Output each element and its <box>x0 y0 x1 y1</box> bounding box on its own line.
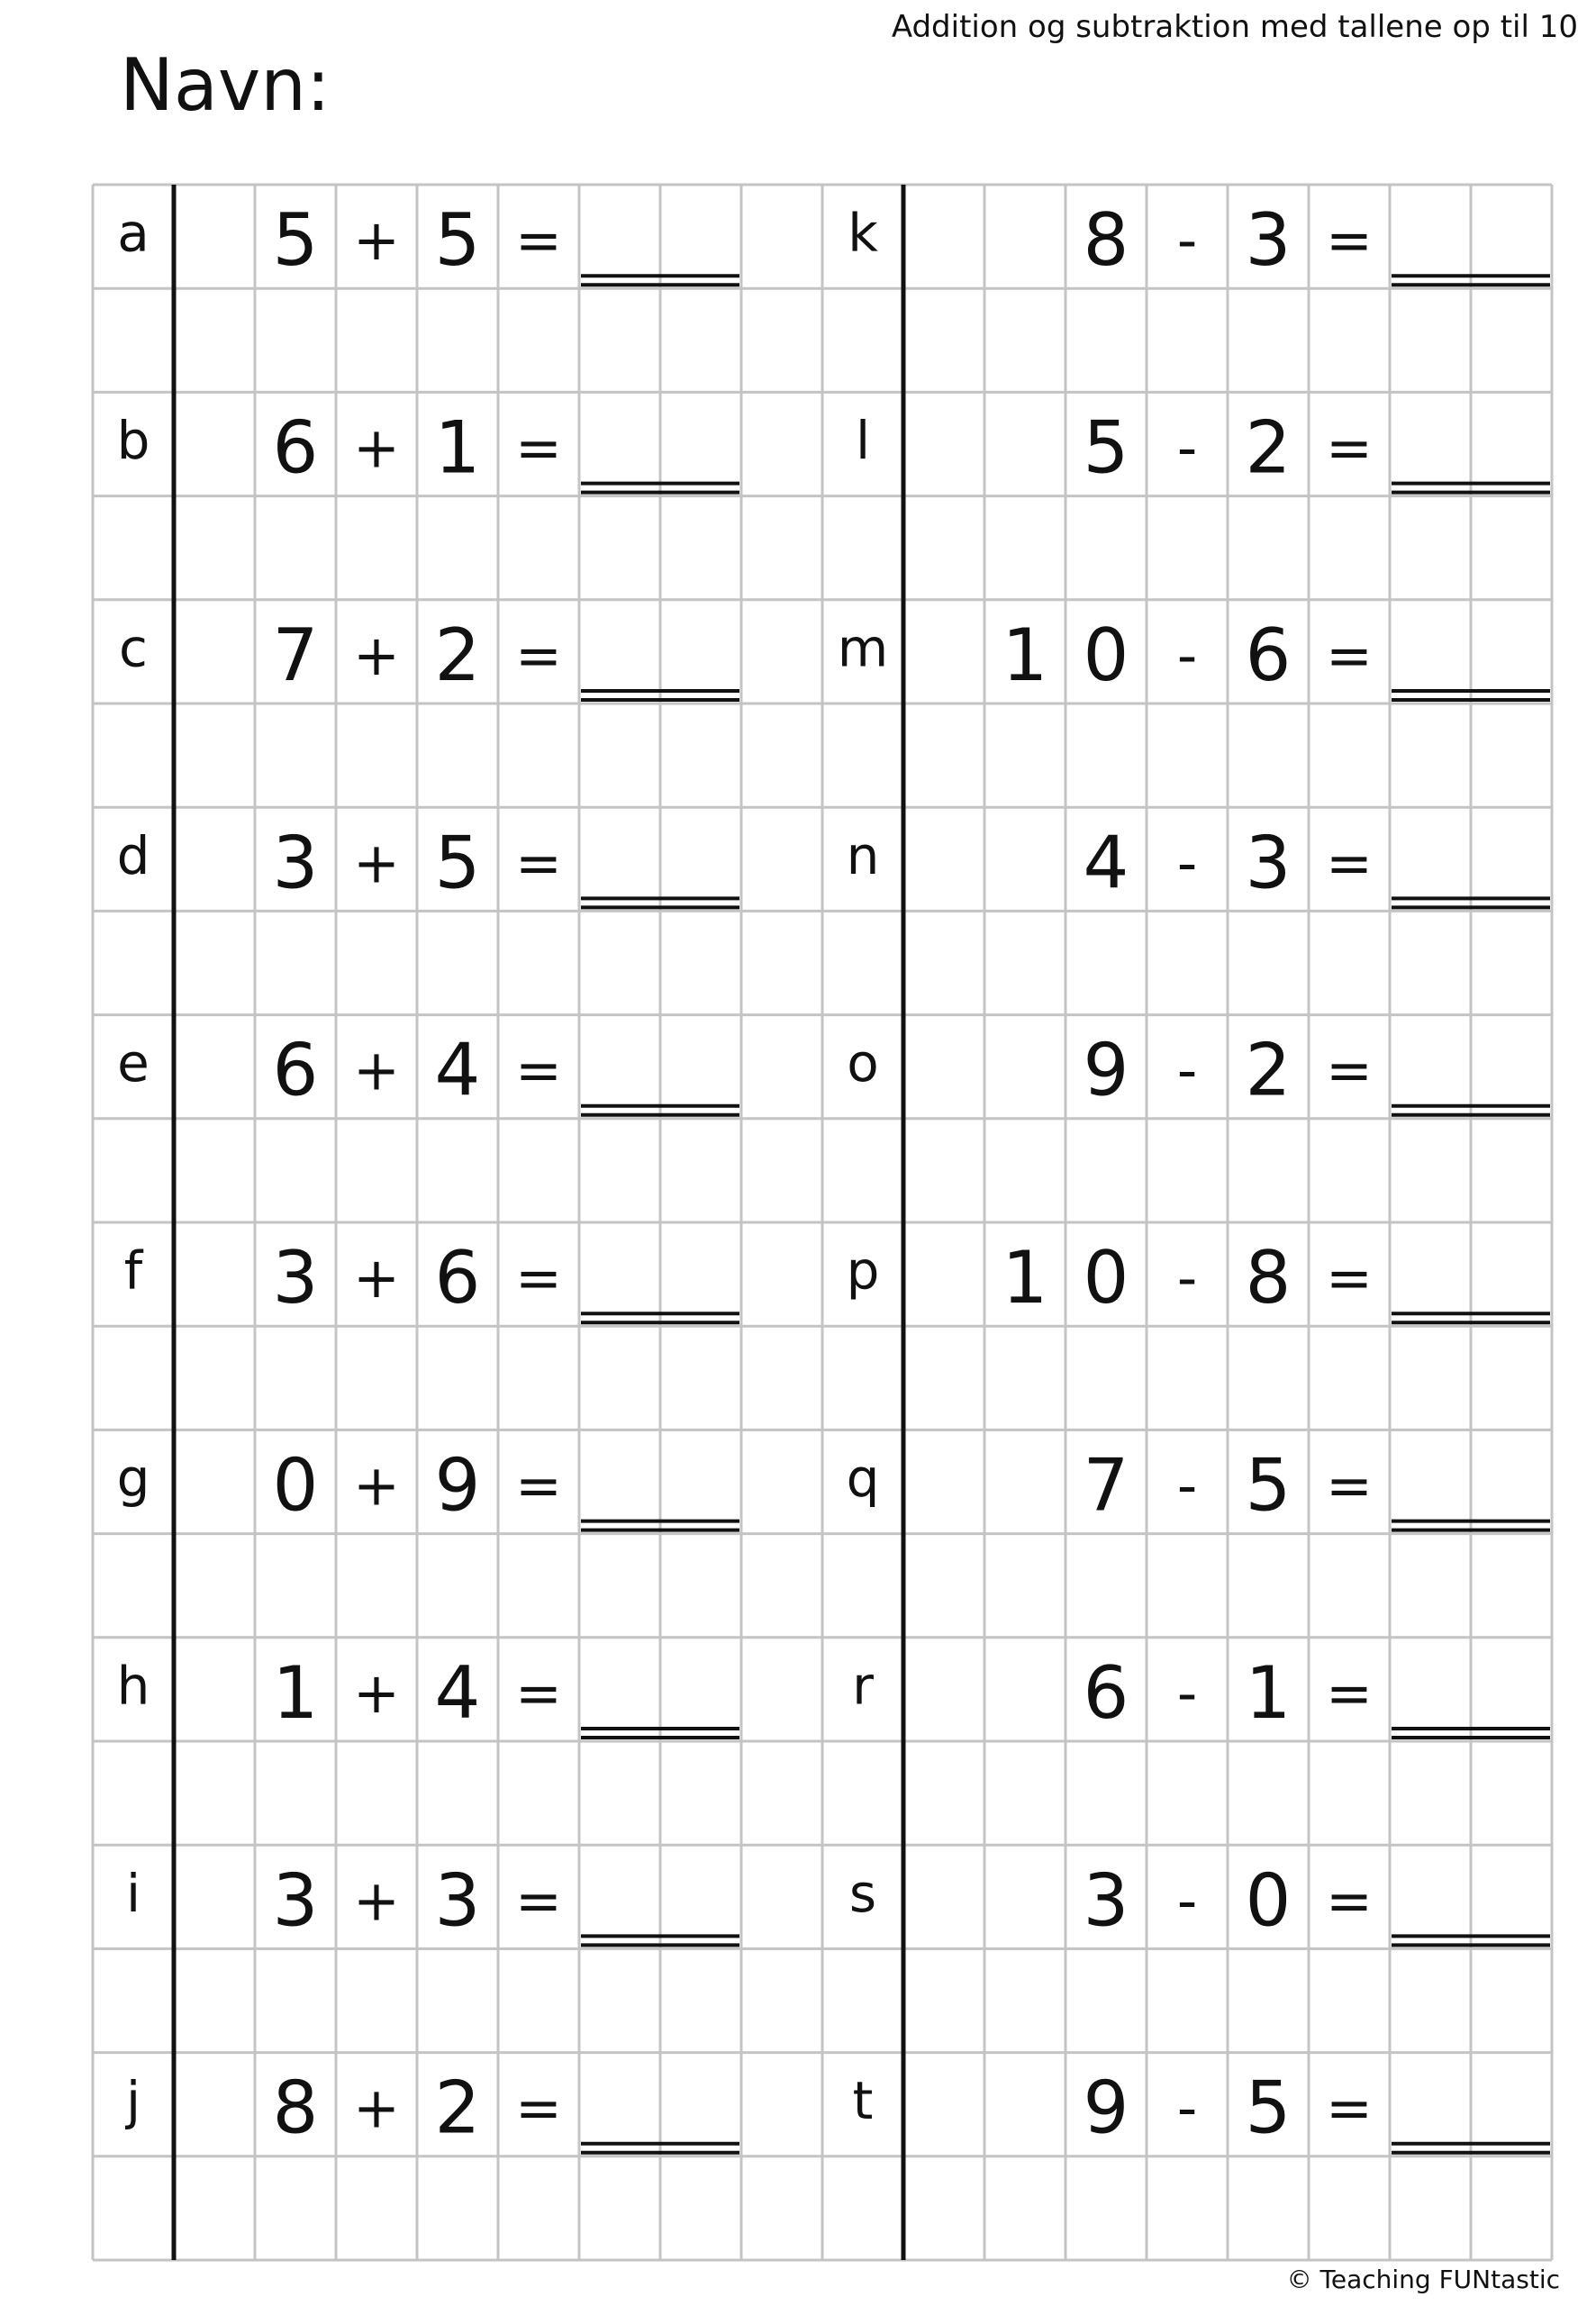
operand-a: 0 <box>1083 1236 1129 1321</box>
operator-sign: + <box>353 2074 400 2141</box>
equals-sign: = <box>515 1452 562 1519</box>
equals-sign: = <box>515 1659 562 1726</box>
problem-label-n: n <box>846 824 880 886</box>
problem-label-r: r <box>852 1655 874 1717</box>
problem-label-j: j <box>125 2070 141 2132</box>
operand-b: 5 <box>434 821 481 905</box>
operator-sign: - <box>1176 414 1198 481</box>
worksheet-title: Addition og subtraktion med tallene op til 10 <box>891 9 1578 45</box>
equals-sign: = <box>1326 1245 1373 1312</box>
equals-sign: = <box>515 207 562 274</box>
problem-label-l: l <box>855 410 871 471</box>
problem-label-i: i <box>125 1862 141 1924</box>
operand-a: 9 <box>1083 1028 1129 1112</box>
operand-b: 2 <box>434 613 481 697</box>
operand-b: 5 <box>434 198 481 283</box>
operand-b: 2 <box>1245 405 1292 490</box>
operator-sign: + <box>353 414 400 481</box>
equals-sign: = <box>1326 1659 1373 1726</box>
operator-sign: + <box>353 622 400 688</box>
problem-label-b: b <box>116 410 150 471</box>
operand-b: 3 <box>1245 198 1292 283</box>
operand-b: 4 <box>434 1650 481 1735</box>
operand-a: 3 <box>272 821 319 905</box>
equals-sign: = <box>1326 1452 1373 1519</box>
operand-a: 7 <box>272 613 319 697</box>
operator-sign: - <box>1176 1245 1198 1312</box>
equals-sign: = <box>515 1867 562 1934</box>
operand-b: 3 <box>434 1858 481 1943</box>
equals-sign: = <box>515 2074 562 2141</box>
operator-sign: + <box>353 1867 400 1934</box>
equals-sign: = <box>1326 207 1373 274</box>
operator-sign: + <box>353 830 400 896</box>
operand-b: 2 <box>434 2065 481 2150</box>
equals-sign: = <box>1326 2074 1373 2141</box>
equals-sign: = <box>1326 622 1373 688</box>
operand-a: 3 <box>272 1236 319 1321</box>
operator-sign: - <box>1176 1867 1198 1934</box>
footer-credit: © Teaching FUNtastic <box>1286 2265 1560 2294</box>
operator-sign: + <box>353 207 400 274</box>
operator-sign: - <box>1176 1452 1198 1519</box>
operand-b: 8 <box>1245 1236 1292 1321</box>
operand-a: 6 <box>272 405 319 490</box>
equals-sign: = <box>515 414 562 481</box>
operand-a: 1 <box>272 1650 319 1735</box>
equals-sign: = <box>515 1037 562 1103</box>
equals-sign: = <box>515 830 562 896</box>
operand-b: 2 <box>1245 1028 1292 1112</box>
operator-sign: - <box>1176 830 1198 896</box>
operand-b: 9 <box>434 1443 481 1528</box>
problem-label-q: q <box>846 1448 880 1509</box>
operand-a: 6 <box>1083 1650 1129 1735</box>
operand-a: 3 <box>1083 1858 1129 1943</box>
operand-b: 0 <box>1245 1858 1292 1943</box>
problem-label-p: p <box>846 1239 880 1302</box>
operand-a: 8 <box>272 2065 319 2150</box>
operand-a: 3 <box>272 1858 319 1943</box>
operator-sign: + <box>353 1037 400 1103</box>
equals-sign: = <box>1326 1037 1373 1103</box>
problem-label-s: s <box>848 1862 877 1924</box>
problem-label-m: m <box>837 617 889 679</box>
equals-sign: = <box>1326 1867 1373 1934</box>
equals-sign: = <box>1326 830 1373 896</box>
problem-label-o: o <box>847 1032 879 1094</box>
operand-b: 6 <box>434 1236 481 1321</box>
operand-b: 1 <box>434 405 481 490</box>
operator-sign: - <box>1176 1659 1198 1726</box>
operand-a: 6 <box>272 1028 319 1112</box>
problem-label-t: t <box>852 2070 874 2132</box>
operand-a: 0 <box>272 1443 319 1528</box>
operand-a: 9 <box>1083 2065 1129 2150</box>
operand-b: 5 <box>1245 1443 1292 1528</box>
operator-sign: + <box>353 1245 400 1312</box>
problem-label-g: g <box>116 1448 150 1509</box>
problem-label-f: f <box>123 1239 143 1302</box>
operand-a: 5 <box>272 198 319 283</box>
operator-sign: + <box>353 1659 400 1726</box>
operand-a: 1 <box>1002 1236 1048 1321</box>
operand-b: 6 <box>1245 613 1292 697</box>
operand-a: 0 <box>1083 613 1129 697</box>
operand-b: 1 <box>1245 1650 1292 1735</box>
problem-label-h: h <box>116 1655 150 1717</box>
operand-a: 1 <box>1002 613 1048 697</box>
problem-label-a: a <box>117 202 150 264</box>
problem-label-k: k <box>848 202 878 264</box>
operand-a: 5 <box>1083 405 1129 490</box>
problem-label-d: d <box>116 824 150 886</box>
operator-sign: - <box>1176 207 1198 274</box>
operator-sign: + <box>353 1452 400 1519</box>
operator-sign: - <box>1176 2074 1198 2141</box>
problem-label-c: c <box>119 617 148 679</box>
operand-a: 4 <box>1083 821 1129 905</box>
operand-a: 7 <box>1083 1443 1129 1528</box>
operand-b: 3 <box>1245 821 1292 905</box>
equals-sign: = <box>515 1245 562 1312</box>
operand-b: 5 <box>1245 2065 1292 2150</box>
equals-sign: = <box>515 622 562 688</box>
operator-sign: - <box>1176 622 1198 688</box>
problem-label-e: e <box>117 1032 150 1094</box>
equals-sign: = <box>1326 414 1373 481</box>
operand-a: 8 <box>1083 198 1129 283</box>
name-label: Navn: <box>120 43 331 127</box>
operand-b: 4 <box>434 1028 481 1112</box>
operator-sign: - <box>1176 1037 1198 1103</box>
